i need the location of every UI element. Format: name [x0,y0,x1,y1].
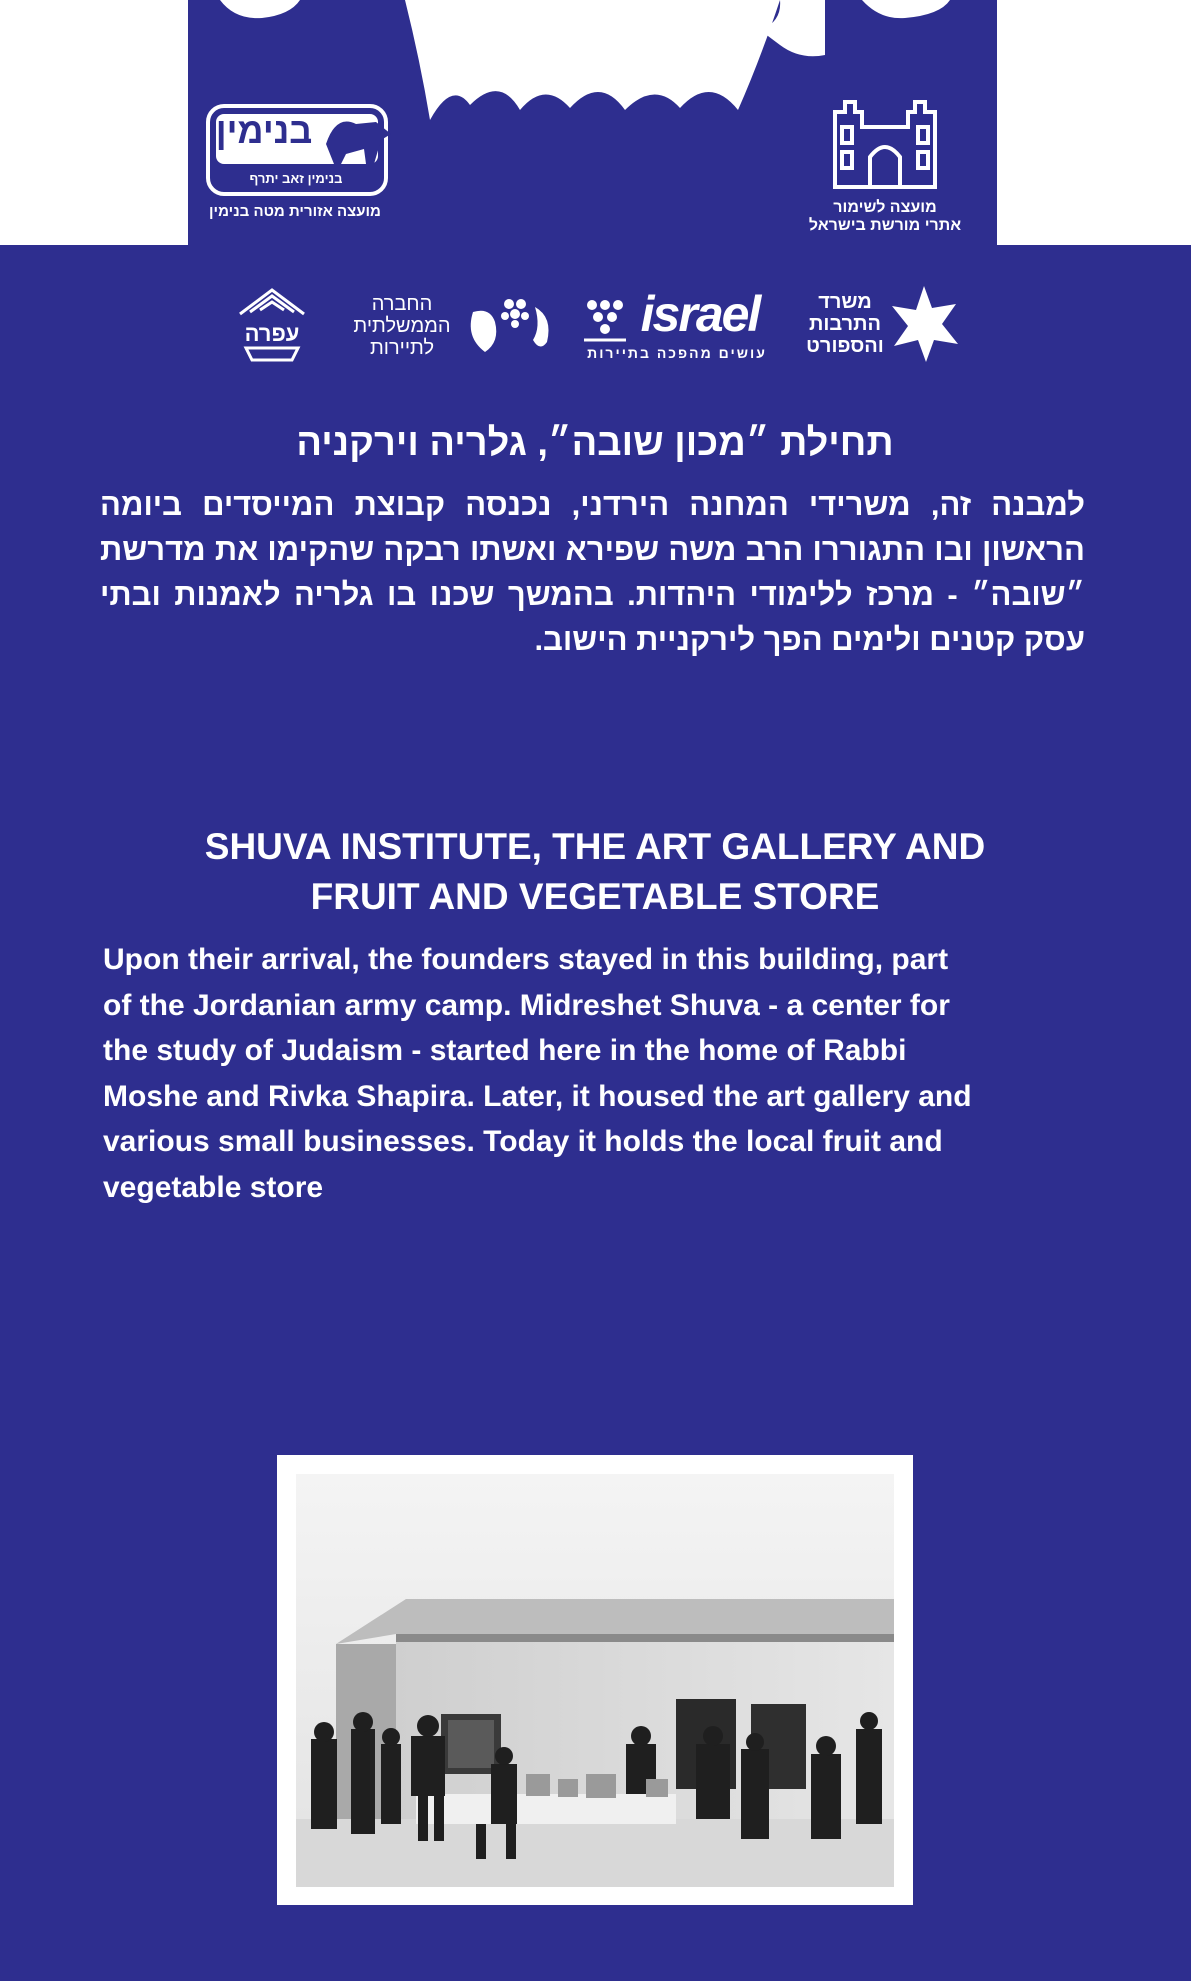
english-body-line: of the Jordanian army camp. Midreshet Shuva - a center for [103,988,950,1022]
english-title-line-2: FRUIT AND VEGETABLE STORE [310,876,880,917]
english-body-line: vegetable store [103,1170,324,1204]
english-body-line: Moshe and Rivka Shapira. Later, it housed the art gallery and [103,1079,972,1113]
ministry-line-3: והספורט [806,335,884,357]
binyamin-name: בנימין [215,110,313,151]
english-body-line: Upon their arrival, the founders stayed in this building, part [103,943,949,976]
english-body-line: various small businesses. Today it holds the local fruit and [103,1125,943,1158]
english-title-line-1: SHUVA INSTITUTE, THE ART GALLERY AND [204,826,986,867]
israel-tagline: עושים מהפכה בתיירות [587,345,767,361]
grapes-icon [582,295,628,345]
english-body [103,937,1088,1210]
ministry-line-1: משרד [818,291,872,313]
tourism-company-icon [465,292,555,358]
israel-word: israel [640,286,760,342]
tourism-line-3: לתיירות [369,337,435,359]
heritage-line-1: מועצה לשימור [833,199,937,216]
heritage-line-2: אתרי מורשת בישראל [808,217,962,234]
historical-photo [296,1474,894,1887]
hebrew-title: תחילת ״מכון שובה״, גלריה וירקניה [296,422,894,464]
binyamin-sub: בנימין זאב יתרף [249,171,343,186]
english-body-line: the study of Judaism - started here in the home of Rabbi [103,1034,907,1067]
tourism-line-2: הממשלתית [353,315,451,337]
ministry-line-2: התרבות [809,313,881,335]
binyamin-council: מועצה אזורית מטה בנימין [209,203,381,220]
castle-icon [830,92,940,192]
english-title [100,822,1090,922]
hebrew-body: למבנה זה, משרידי המחנה הירדני, נכנסה קבוצת המייסדים ביומה הראשון ובו התגוררו הרב משה שפירא ואשתו רבקה שהקימו את מדרשת ״שובה״ - מרכז ללימודי היהדות. בהמשך שכנו בו גלריה לאמנות ובתי עסק קטנים ולימים הפך לירקניית הישוב. [100,487,1085,657]
photo-frame [277,1455,913,1905]
star-icon [888,284,960,364]
tourism-line-1: החברה [371,293,433,315]
ofra-name: עפרה [244,321,300,346]
